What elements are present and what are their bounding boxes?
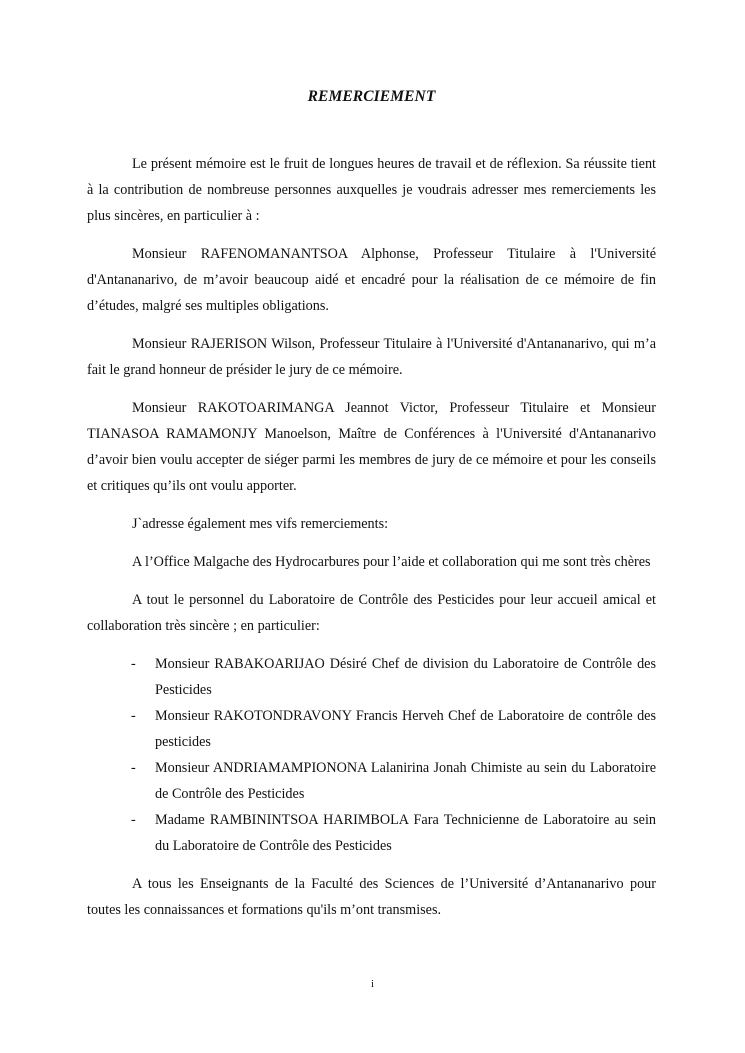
list-item-text: Monsieur ANDRIAMAMPIONONA Lalanirina Jonah Chimiste au sein du Laboratoire de Contrôle des Pesticides [155, 760, 656, 802]
list-item [87, 807, 656, 859]
list-bullet: - [131, 812, 136, 828]
list-item [87, 703, 656, 755]
list-item [87, 755, 656, 807]
thanks-paragraph-teachers: A tous les Enseignants de la Faculté des Sciences de l’Université d’Antananarivo pour toutes les connaissances et formations qu'ils m’ont transmises. [87, 876, 656, 918]
intro-paragraph: Le présent mémoire est le fruit de longues heures de travail et de réflexion. Sa réussite tient à la contribution de nombreuse personnes auxquelles je voudrais adresser mes remerciements les plus sincères, en particulier à : [87, 156, 656, 224]
list-bullet: - [131, 656, 136, 672]
thanks-paragraph-president: Monsieur RAJERISON Wilson, Professeur Titulaire à l'Université d'Antananarivo, qui m’a fait le grand honneur de présider le jury de ce mémoire. [87, 336, 656, 378]
document-body [87, 151, 656, 935]
thanks-paragraph-supervisor: Monsieur RAFENOMANANTSOA Alphonse, Professeur Titulaire à l'Université d'Antananarivo, de m’avoir beaucoup aidé et encadré pour la réalisation de ce mémoire de fin d’études, malgré ses multiples obligations. [87, 246, 656, 314]
list-item-text: Monsieur RABAKOARIJAO Désiré Chef de division du Laboratoire de Contrôle des Pesticides [155, 656, 656, 698]
personnel-list [87, 651, 656, 859]
thanks-paragraph-also: J`adresse également mes vifs remerciements: [132, 516, 389, 532]
thanks-paragraph-laboratory: A tout le personnel du Laboratoire de Contrôle des Pesticides pour leur accueil amical et collaboration très sincère ; en particulier: [87, 592, 656, 634]
list-item-text: Madame RAMBININTSOA HARIMBOLA Fara Technicienne de Laboratoire au sein du Laboratoire de Contrôle des Pesticides [155, 812, 656, 854]
list-item [87, 651, 656, 703]
thanks-paragraph-omh: A l’Office Malgache des Hydrocarbures pour l’aide et collaboration qui me sont très chères [132, 554, 651, 570]
page-number: i [370, 978, 375, 990]
list-bullet: - [131, 760, 136, 776]
thanks-paragraph-jury: Monsieur RAKOTOARIMANGA Jeannot Victor, Professeur Titulaire et Monsieur TIANASOA RAMAMONJY Manoelson, Maître de Conférences à l'Université d'Antananarivo d’avoir bien voulu accepter de siéger parmi les membres de jury de ce mémoire et pour les conseils et critiques qu’ils ont voulu apporter. [87, 400, 656, 494]
list-bullet: - [131, 708, 136, 724]
page-title: REMERCIEMENT [307, 88, 436, 105]
list-item-text: Monsieur RAKOTONDRAVONY Francis Herveh Chef de Laboratoire de contrôle des pesticides [155, 708, 656, 750]
